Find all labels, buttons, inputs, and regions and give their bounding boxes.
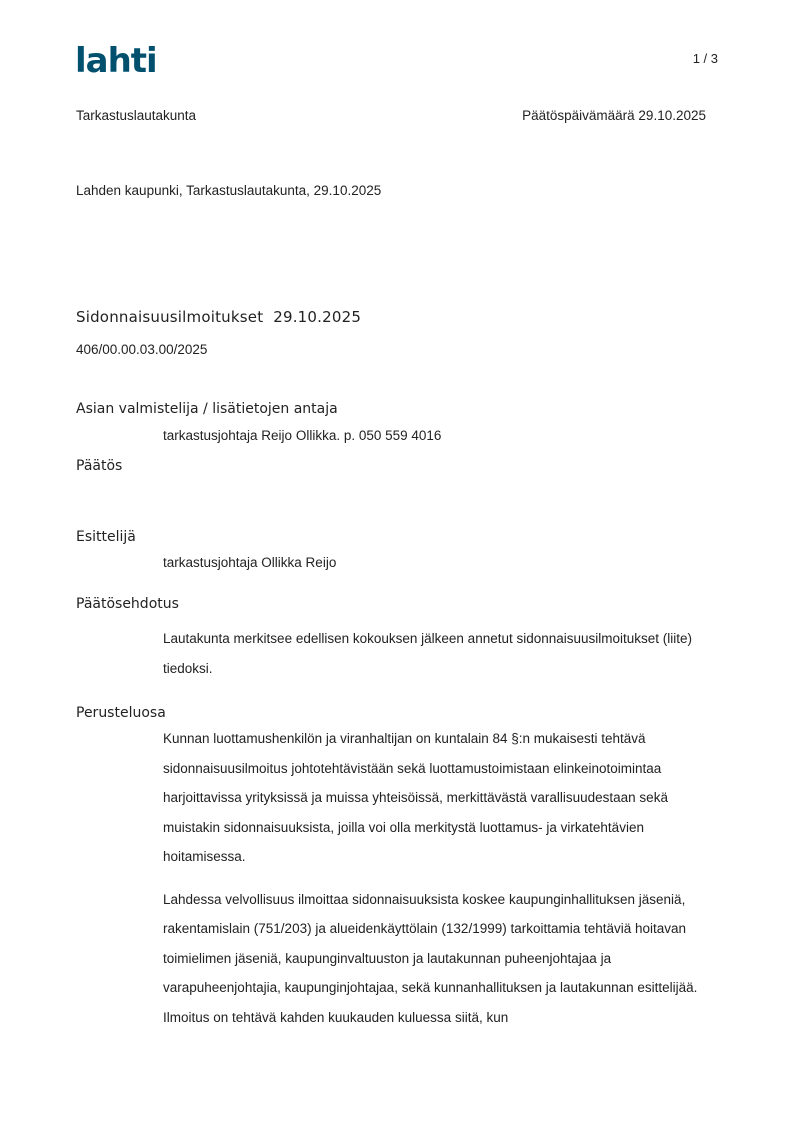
decision-date: Päätöspäivämäärä 29.10.2025: [522, 108, 706, 123]
proposal-heading: Päätösehdotus: [76, 596, 179, 612]
presenter-text: tarkastusjohtaja Ollikka Reijo: [163, 555, 337, 570]
preparer-text: tarkastusjohtaja Reijo Ollikka. p. 050 559 4016: [163, 428, 442, 443]
document-title: Sidonnaisuusilmoitukset 29.10.2025: [76, 308, 362, 326]
rationale-paragraph-2: Lahdessa velvollisuus ilmoittaa sidonnaisuuksista koskee kaupunginhallituksen jäseniä, rakentamislain (751/203) ja alueidenkäyttölain (132/1999) tarkoittamia tehtäviä hoitavan toimielimen jäseniä, kaupunginvaltuuston ja lautakunnan puheenjohtajaa ja varapuheenjohtajia, kaupunginjohtajaa, sekä kunnanhallituksen ja lautakunnan esittelijää. Ilmoitus on tehtävä kahden kuukauden kuluessa siitä, kun: [163, 891, 698, 1025]
presenter-heading: Esittelijä: [76, 529, 136, 545]
lahti-logo: lahti: [75, 41, 157, 81]
diary-number: 406/00.00.03.00/2025: [76, 342, 208, 357]
decision-heading: Päätös: [76, 458, 123, 474]
rationale-paragraph-1: Kunnan luottamushenkilön ja viranhaltijan on kuntalain 84 §:n mukaisesti tehtävä sidonnaisuusilmoitus johtotehtävistään sekä luottamustoimistaan elinkeinotoimintaa harjoittavissa yrityksissä ja muissa yhteisöissä, merkittävästä varallisuudestaan sekä muistakin sidonnaisuuksista, joilla voi olla merkitystä luottamus- ja virkatehtävien hoitamisessa.: [163, 731, 668, 864]
proposal-text: Lautakunta merkitsee edellisen kokouksen jälkeen annetut sidonnaisuusilmoitukset (liite) tiedoksi.: [163, 631, 693, 676]
preparer-heading: Asian valmistelija / lisätietojen antaja: [76, 401, 338, 417]
organization-name: Tarkastuslautakunta: [76, 108, 197, 123]
rationale-body: [163, 724, 719, 1032]
page-number: 1 / 3: [692, 51, 718, 66]
meta-line: Lahden kaupunki, Tarkastuslautakunta, 29.10.2025: [76, 183, 382, 198]
rationale-heading: Perusteluosa: [76, 705, 166, 721]
